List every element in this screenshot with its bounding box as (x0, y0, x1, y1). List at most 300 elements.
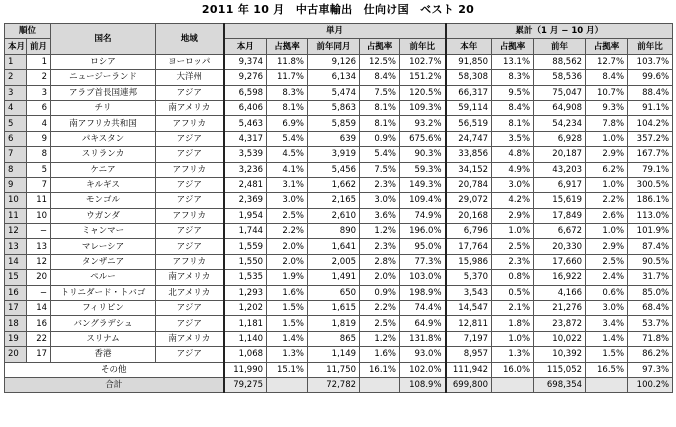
cumulative-yoy: 186.1% (628, 193, 673, 208)
table-row (5, 270, 673, 285)
rank-prev-month: 11 (27, 193, 51, 208)
cumulative-prev-year: 4,166 (534, 285, 586, 300)
monthly-prev-share: 2.3% (360, 177, 400, 192)
country-name: パキスタン (51, 131, 156, 146)
rank-this-month: 10 (5, 193, 27, 208)
rank-header: 順位 (5, 24, 51, 39)
monthly-units: 1,535 (224, 270, 267, 285)
other-row (5, 362, 673, 377)
cumulative-yoy: 103.7% (628, 54, 673, 69)
monthly-prev-year: 639 (308, 131, 360, 146)
cumulative-yoy: 71.8% (628, 331, 673, 346)
region-name: 北アメリカ (156, 285, 224, 300)
cumulative-share: 8.1% (492, 116, 534, 131)
cumulative-prev-share: 7.8% (586, 116, 628, 131)
monthly-yoy: 93.2% (400, 116, 446, 131)
rank-prev-month: 6 (27, 100, 51, 115)
monthly-share: 2.0% (267, 239, 308, 254)
cumulative-share: 1.8% (492, 316, 534, 331)
cumulative-share: 0.5% (492, 285, 534, 300)
monthly-prev-year: 5,863 (308, 100, 360, 115)
rank-this-month: 3 (5, 85, 27, 100)
rank-prev-month: − (27, 285, 51, 300)
monthly-units: 9,374 (224, 54, 267, 69)
cumulative-yoy: 167.7% (628, 147, 673, 162)
total-monthly: 79,275 (224, 377, 267, 392)
monthly-units: 5,463 (224, 116, 267, 131)
cumulative-units: 59,114 (446, 100, 492, 115)
table-row (5, 239, 673, 254)
monthly-share: 2.5% (267, 208, 308, 223)
monthly-prev-share: 2.5% (360, 316, 400, 331)
cumulative-yoy: 86.2% (628, 347, 673, 362)
monthly-prev-share: 0.9% (360, 285, 400, 300)
region-name: アジア (156, 147, 224, 162)
other-monthly: 11,990 (224, 362, 267, 377)
country-name: スリナム (51, 331, 156, 346)
monthly-share: 2.0% (267, 254, 308, 269)
monthly-share: 8.1% (267, 100, 308, 115)
cumulative-yoy: 88.4% (628, 85, 673, 100)
monthly-share: 11.7% (267, 70, 308, 85)
monthly-share: 1.5% (267, 301, 308, 316)
table-row (5, 316, 673, 331)
cumulative-yoy: 68.4% (628, 301, 673, 316)
country-name: ペルー (51, 270, 156, 285)
monthly-prev-year: 890 (308, 224, 360, 239)
cumulative-prev-share: 1.5% (586, 347, 628, 362)
monthly-prev-year: 3,919 (308, 147, 360, 162)
cumulative-prev-year: 21,276 (534, 301, 586, 316)
table-row (5, 54, 673, 69)
country-name: ロシア (51, 54, 156, 69)
table-row (5, 347, 673, 362)
cumulative-prev-year: 20,330 (534, 239, 586, 254)
cumulative-yoy: 87.4% (628, 239, 673, 254)
cumulative-prev-share: 1.0% (586, 224, 628, 239)
country-name: マレーシア (51, 239, 156, 254)
cumulative-share: 4.9% (492, 162, 534, 177)
cumulative-share: 1.3% (492, 347, 534, 362)
country-name: 香港 (51, 347, 156, 362)
cumulative-share: 4.8% (492, 147, 534, 162)
monthly-yoy: 77.3% (400, 254, 446, 269)
monthly-prev-share: 8.1% (360, 116, 400, 131)
region-name: アジア (156, 85, 224, 100)
monthly-prev-share: 2.0% (360, 270, 400, 285)
monthly-share: 1.4% (267, 331, 308, 346)
total-monthly-prev-share (360, 377, 400, 392)
monthly-yoy: 64.9% (400, 316, 446, 331)
country-name: チリ (51, 100, 156, 115)
monthly-prev-share: 8.1% (360, 100, 400, 115)
total-label: 合計 (5, 377, 224, 392)
rank-prev-month: 13 (27, 239, 51, 254)
region-name: アジア (156, 193, 224, 208)
region-name: アジア (156, 301, 224, 316)
cumulative-prev-share: 9.3% (586, 100, 628, 115)
monthly-units: 6,598 (224, 85, 267, 100)
cumulative-prev-share: 12.7% (586, 54, 628, 69)
monthly-prev-year: 5,859 (308, 116, 360, 131)
total-cumulative: 699,800 (446, 377, 492, 392)
cumulative-prev-year: 6,672 (534, 224, 586, 239)
rank-this-month: 5 (5, 116, 27, 131)
monthly-share: 1.3% (267, 347, 308, 362)
monthly-units: 1,068 (224, 347, 267, 362)
cumulative-prev-share: 2.2% (586, 193, 628, 208)
rank-this-month: 20 (5, 347, 27, 362)
other-cumulative-prev-share: 16.5% (586, 362, 628, 377)
monthly-share: 1.6% (267, 285, 308, 300)
rank-this-month: 1 (5, 54, 27, 69)
rank-this-month: 13 (5, 239, 27, 254)
rank-prev-month: 4 (27, 116, 51, 131)
page-title: 2011 年 10 月 中古車輸出 仕向け国 ベスト 20 (201, 3, 475, 16)
monthly-yoy: 196.0% (400, 224, 446, 239)
rank-this-month: 8 (5, 162, 27, 177)
cumulative-prev-year: 75,047 (534, 85, 586, 100)
region-name: 南アメリカ (156, 270, 224, 285)
cumulative-share: 1.0% (492, 224, 534, 239)
monthly-units: 1,559 (224, 239, 267, 254)
rank-this-month: 16 (5, 285, 27, 300)
total-monthly-prev: 72,782 (308, 377, 360, 392)
total-cumulative-share (492, 377, 534, 392)
cumulative-yoy: 53.7% (628, 316, 673, 331)
monthly-prev-year: 1,819 (308, 316, 360, 331)
monthly-yoy: 74.4% (400, 301, 446, 316)
cumulative-share: 8.3% (492, 70, 534, 85)
rank-prev-month: − (27, 224, 51, 239)
cumulative-share: 8.4% (492, 100, 534, 115)
monthly-prev-share: 2.3% (360, 239, 400, 254)
monthly-units: 1,293 (224, 285, 267, 300)
country-name: タンザニア (51, 254, 156, 269)
total-monthly-share (267, 377, 308, 392)
cumulative-units: 58,308 (446, 70, 492, 85)
monthly-prev-share: 3.0% (360, 193, 400, 208)
region-name: アフリカ (156, 162, 224, 177)
monthly-share: 1.5% (267, 316, 308, 331)
region-name: 大洋州 (156, 70, 224, 85)
cumulative-yoy: 101.9% (628, 224, 673, 239)
monthly-units: 3,236 (224, 162, 267, 177)
monthly-yoy-header: 前年比 (400, 39, 446, 54)
cumulative-share: 13.1% (492, 54, 534, 69)
other-label: その他 (5, 362, 224, 377)
country-name: モンゴル (51, 193, 156, 208)
cumulative-prev-share: 10.7% (586, 85, 628, 100)
total-monthly-yoy: 108.9% (400, 377, 446, 392)
monthly-yoy: 90.3% (400, 147, 446, 162)
monthly-prev-share: 12.5% (360, 54, 400, 69)
other-cumulative-prev: 115,052 (534, 362, 586, 377)
table-row (5, 285, 673, 300)
total-cumulative-yoy: 100.2% (628, 377, 673, 392)
monthly-prev-year: 6,134 (308, 70, 360, 85)
country-name: ウガンダ (51, 208, 156, 223)
region-name: アジア (156, 347, 224, 362)
region-name: アフリカ (156, 116, 224, 131)
cumulative-share: 2.1% (492, 301, 534, 316)
monthly-prev-share: 1.2% (360, 224, 400, 239)
cumulative-prev-year: 15,619 (534, 193, 586, 208)
cumulative-prev-share: 2.6% (586, 208, 628, 223)
cumulative-prev-year: 6,928 (534, 131, 586, 146)
rank-this-month: 18 (5, 316, 27, 331)
monthly-units: 1,954 (224, 208, 267, 223)
rank-prev-month: 12 (27, 254, 51, 269)
monthly-units: 3,539 (224, 147, 267, 162)
monthly-units: 2,481 (224, 177, 267, 192)
rank-this-month: 4 (5, 100, 27, 115)
cumulative-share: 2.3% (492, 254, 534, 269)
rank-prev-month: 1 (27, 54, 51, 69)
table-row (5, 177, 673, 192)
monthly-prev-year: 2,005 (308, 254, 360, 269)
monthly-yoy: 109.4% (400, 193, 446, 208)
cumulative-yoy: 99.6% (628, 70, 673, 85)
monthly-yoy: 151.2% (400, 70, 446, 85)
monthly-prev-year: 5,456 (308, 162, 360, 177)
monthly-prev-share: 5.4% (360, 147, 400, 162)
monthly-units: 1,140 (224, 331, 267, 346)
rank-this-month: 7 (5, 147, 27, 162)
monthly-yoy: 198.9% (400, 285, 446, 300)
cumulative-prev-share: 2.9% (586, 147, 628, 162)
cumulative-share: 9.5% (492, 85, 534, 100)
cumulative-units: 20,168 (446, 208, 492, 223)
country-name: キルギス (51, 177, 156, 192)
rank-prev-month: 7 (27, 177, 51, 192)
country-name: ニュージーランド (51, 70, 156, 85)
cumulative-units: 17,764 (446, 239, 492, 254)
cumulative-yoy: 79.1% (628, 162, 673, 177)
table-row (5, 85, 673, 100)
monthly-yoy: 149.3% (400, 177, 446, 192)
total-cumulative-prev: 698,354 (534, 377, 586, 392)
monthly-yoy: 93.0% (400, 347, 446, 362)
cumulative-share: 2.9% (492, 208, 534, 223)
monthly-units: 4,317 (224, 131, 267, 146)
cumulative-prev-year: 54,234 (534, 116, 586, 131)
monthly-yoy: 675.6% (400, 131, 446, 146)
monthly-share: 8.3% (267, 85, 308, 100)
other-cumulative-share: 16.0% (492, 362, 534, 377)
monthly-share: 5.4% (267, 131, 308, 146)
total-row (5, 377, 673, 392)
rank-prev-month: 17 (27, 347, 51, 362)
cumulative-share-header: 占拠率 (492, 39, 534, 54)
table-row (5, 193, 673, 208)
other-monthly-yoy: 102.0% (400, 362, 446, 377)
monthly-yoy: 59.3% (400, 162, 446, 177)
monthly-prev-year: 9,126 (308, 54, 360, 69)
cumulative-prev-share: 1.4% (586, 331, 628, 346)
cumulative-prev-share-header: 占拠率 (586, 39, 628, 54)
rank-prev-month: 14 (27, 301, 51, 316)
table-row (5, 254, 673, 269)
cumulative-units: 66,317 (446, 85, 492, 100)
cumulative-prev-share: 2.5% (586, 254, 628, 269)
monthly-prev-share: 2.2% (360, 301, 400, 316)
table-row (5, 131, 673, 146)
region-name: アジア (156, 224, 224, 239)
rank-this-month: 15 (5, 270, 27, 285)
cumulative-yoy: 357.2% (628, 131, 673, 146)
other-cumulative-yoy: 97.3% (628, 362, 673, 377)
monthly-share: 4.5% (267, 147, 308, 162)
table-row (5, 208, 673, 223)
monthly-prev-year: 5,474 (308, 85, 360, 100)
monthly-yoy: 103.0% (400, 270, 446, 285)
monthly-share: 11.8% (267, 54, 308, 69)
table-row (5, 116, 673, 131)
monthly-units: 9,276 (224, 70, 267, 85)
region-name: アジア (156, 177, 224, 192)
monthly-share: 3.0% (267, 193, 308, 208)
cumulative-share: 2.5% (492, 239, 534, 254)
cumulative-share: 4.2% (492, 193, 534, 208)
cumulative-prev-year: 10,392 (534, 347, 586, 362)
monthly-prev-share: 1.6% (360, 347, 400, 362)
region-name: アジア (156, 239, 224, 254)
cumulative-prev-share: 1.0% (586, 131, 628, 146)
monthly-share: 3.1% (267, 177, 308, 192)
country-name: トリニダード・トバゴ (51, 285, 156, 300)
cumulative-prev-share: 2.9% (586, 239, 628, 254)
rank-prev-month: 2 (27, 70, 51, 85)
cumulative-yoy: 91.1% (628, 100, 673, 115)
other-monthly-prev-share: 16.1% (360, 362, 400, 377)
region-name: 南アメリカ (156, 100, 224, 115)
monthly-prev-share: 1.2% (360, 331, 400, 346)
cumulative-units: 24,747 (446, 131, 492, 146)
monthly-share: 2.2% (267, 224, 308, 239)
cumulative-prev-share: 1.0% (586, 177, 628, 192)
cumulative-prev-year: 23,872 (534, 316, 586, 331)
monthly-units: 6,406 (224, 100, 267, 115)
monthly-units: 1,181 (224, 316, 267, 331)
cumulative-prev-year: 64,908 (534, 100, 586, 115)
cumulative-units: 3,543 (446, 285, 492, 300)
monthly-prev-share: 8.4% (360, 70, 400, 85)
cumulative-yoy-header: 前年比 (628, 39, 673, 54)
rank-this-month: 11 (5, 208, 27, 223)
monthly-prev-year: 2,165 (308, 193, 360, 208)
monthly-prev-share: 2.8% (360, 254, 400, 269)
table-row (5, 70, 673, 85)
rank-this-month: 2 (5, 70, 27, 85)
monthly-prev-year: 1,662 (308, 177, 360, 192)
region-name: 南アメリカ (156, 331, 224, 346)
rank-this-month: 6 (5, 131, 27, 146)
monthly-prev-year: 1,491 (308, 270, 360, 285)
cumulative-units: 14,547 (446, 301, 492, 316)
monthly-prev-year: 1,149 (308, 347, 360, 362)
country-name: バングラデシュ (51, 316, 156, 331)
rank-this-month: 19 (5, 331, 27, 346)
rank-prev-month: 3 (27, 85, 51, 100)
cumulative-prev-share: 8.4% (586, 70, 628, 85)
monthly-yoy: 120.5% (400, 85, 446, 100)
monthly-prev-year-header: 前年同月 (308, 39, 360, 54)
rank-prev-month: 9 (27, 131, 51, 146)
rank-prev-month: 16 (27, 316, 51, 331)
table-row (5, 331, 673, 346)
monthly-yoy: 74.9% (400, 208, 446, 223)
cumulative-prev-year: 17,660 (534, 254, 586, 269)
export-ranking-table (4, 23, 673, 393)
cumulative-share: 3.0% (492, 177, 534, 192)
monthly-header: 単月 (224, 24, 446, 39)
cumulative-prev-year: 20,187 (534, 147, 586, 162)
rank-this-month: 17 (5, 301, 27, 316)
country-name: ケニア (51, 162, 156, 177)
rank-prev-month: 22 (27, 331, 51, 346)
cumulative-units: 56,519 (446, 116, 492, 131)
table-row (5, 162, 673, 177)
table-row (5, 100, 673, 115)
cumulative-yoy: 31.7% (628, 270, 673, 285)
rank-prev-month: 10 (27, 208, 51, 223)
cumulative-units: 20,784 (446, 177, 492, 192)
cumulative-prev-share: 2.4% (586, 270, 628, 285)
cumulative-prev-year: 88,562 (534, 54, 586, 69)
region-name: アジア (156, 316, 224, 331)
monthly-share: 1.9% (267, 270, 308, 285)
cumulative-prev-year: 16,922 (534, 270, 586, 285)
other-cumulative: 111,942 (446, 362, 492, 377)
monthly-yoy: 131.8% (400, 331, 446, 346)
cumulative-prev-year-header: 前年 (534, 39, 586, 54)
monthly-prev-year: 2,610 (308, 208, 360, 223)
cumulative-yoy: 85.0% (628, 285, 673, 300)
rank-prev-month: 20 (27, 270, 51, 285)
country-name: 南アフリカ共和国 (51, 116, 156, 131)
other-monthly-share: 15.1% (267, 362, 308, 377)
monthly-yoy: 109.3% (400, 100, 446, 115)
cumulative-prev-share: 0.6% (586, 285, 628, 300)
monthly-units: 1,550 (224, 254, 267, 269)
cumulative-this-year-header: 本年 (446, 39, 492, 54)
cumulative-yoy: 113.0% (628, 208, 673, 223)
cumulative-units: 5,370 (446, 270, 492, 285)
cumulative-prev-year: 17,849 (534, 208, 586, 223)
region-name: アフリカ (156, 208, 224, 223)
country-name: アラブ首長国連邦 (51, 85, 156, 100)
cumulative-yoy: 300.5% (628, 177, 673, 192)
cumulative-header: 累計（1 月 − 10 月） (446, 24, 673, 39)
rank-this-month: 9 (5, 177, 27, 192)
monthly-prev-share: 7.5% (360, 162, 400, 177)
country-name: フィリピン (51, 301, 156, 316)
cumulative-prev-share: 3.4% (586, 316, 628, 331)
region-name: ヨーロッパ (156, 54, 224, 69)
region-header: 地域 (156, 24, 224, 55)
monthly-prev-year: 1,615 (308, 301, 360, 316)
monthly-this-header: 本月 (224, 39, 267, 54)
cumulative-share: 0.8% (492, 270, 534, 285)
monthly-yoy: 102.7% (400, 54, 446, 69)
region-name: アジア (156, 131, 224, 146)
rank-prev-month: 5 (27, 162, 51, 177)
monthly-units: 1,202 (224, 301, 267, 316)
monthly-prev-share-header: 占拠率 (360, 39, 400, 54)
monthly-share-header: 占拠率 (267, 39, 308, 54)
monthly-prev-share: 7.5% (360, 85, 400, 100)
